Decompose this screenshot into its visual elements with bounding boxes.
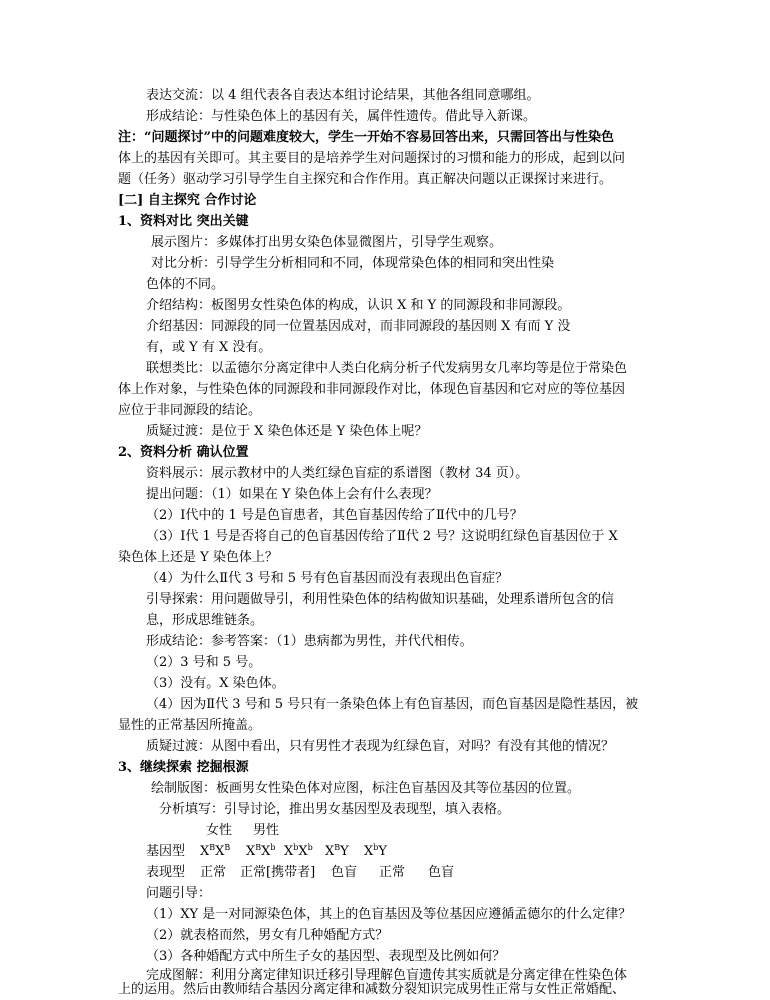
note-line: 体上的基因有关即可。其主要目的是培养学生对问题探讨的习惯和能力的形成，起到以问 [118, 151, 626, 166]
phenotype-cell: 色盲 [331, 865, 358, 880]
text-line: （2）就表格而然，男女有几种婚配方式？ [146, 928, 389, 943]
table-header-male: 男性 [253, 823, 280, 838]
text-line: 完成图解：利用分离定律知识迁移引导理解色盲遗传其实质就是分离定律在性染色体 [146, 968, 628, 983]
genotype-cell: $X^bX^b$ [284, 843, 313, 859]
text-line: 形成结论：与性染色体上的基因有关，属伴性遗传。借此导入新课。 [146, 109, 537, 124]
text-line: 形成结论：参考答案：（1）患病都为男性，并代代相传。 [146, 634, 473, 649]
phenotype-row-label: 表现型 [146, 865, 186, 880]
genotype-cell: $X^BX^B$ [200, 843, 231, 859]
genotype-row-label: 基因型 [146, 844, 186, 859]
note-line: 题（任务）驱动学习引导学生自主探究和合作作用。真正解决问题以正课探讨来进行。 [118, 172, 613, 187]
phenotype-cell: 正常 [379, 865, 406, 880]
text-line: 分析填写：引导讨论，推出男女基因型及表现型，填入表格。 [159, 802, 511, 817]
text-line: 染色体上还是 Y 染色体上？ [118, 550, 278, 565]
note-line: 注：“问题探讨”中的问题难度较大，学生一开始不容易回答出来，只需回答出与性染色 [118, 130, 614, 145]
text-line: （2）3 号和 5 号。 [146, 655, 262, 670]
text-line: 有，或 Y 有 X 没有。 [146, 340, 272, 355]
text-line: 提出问题：（1）如果在 Y 染色体上会有什么表现？ [146, 487, 438, 502]
text-line: 资料展示：展示教材中的人类红绿色盲症的系谱图（教材 34 页）。 [146, 466, 529, 481]
text-line: 介绍基因：同源段的同一位置基因成对，而非同源段的基因则 X 有而 Y 没 [146, 319, 571, 334]
subsection-heading: 3、继续探索 挖掘根源 [118, 760, 249, 775]
phenotype-cell: 正常[携带者] [240, 865, 316, 880]
phenotype-cell: 正常 [200, 865, 227, 880]
text-line: 绘制版图：板画男女性染色体对应图，标注色盲基因及其等位基因的位置。 [151, 781, 581, 796]
text-line: 息，形成思维链条。 [146, 613, 264, 628]
text-line: 质疑过渡：从图中看出，只有男性才表现为红绿色盲，对吗？有没有其他的情况？ [146, 739, 615, 754]
phenotype-cell: 色盲 [428, 865, 455, 880]
text-line: （2）Ⅰ代中的 1 号是色盲患者，其色盲基因传给了Ⅱ代中的几号？ [146, 508, 523, 523]
text-line: 上的运用。然后由教师结合基因分离定律和减数分裂知识完成男性正常与女性正常婚配、 [118, 982, 626, 997]
subsection-heading: 1、资料对比 突出关键 [118, 214, 249, 229]
genotype-cell: $X^bY$ [364, 843, 387, 859]
text-line: （4）为什么Ⅱ代 3 号和 5 号有色盲基因而没有表现出色盲症？ [146, 571, 509, 586]
text-line: （1）XY 是一对同源染色体，其上的色盲基因及等位基因应遵循孟德尔的什么定律？ [146, 907, 632, 922]
text-line: 引导探索：用问题做导引，利用性染色体的结构做知识基础，处理系谱所包含的信 [146, 592, 615, 607]
text-line: （3）没有。X 染色体。 [146, 676, 285, 691]
text-line: 对比分析：引导学生分析相同和不同，体现常染色体的相同和突出性染 [151, 256, 555, 271]
text-line: 质疑过渡：是位于 X 染色体还是 Y 染色体上呢？ [146, 424, 428, 439]
text-line: 表达交流：以 4 组代表各自表达本组讨论结果，其他各组同意哪组。 [146, 88, 540, 103]
genotype-cell: $X^BY$ [325, 843, 349, 859]
text-line: 色体的不同。 [146, 277, 225, 292]
text-line: 问题引导： [146, 886, 212, 901]
text-line: 展示图片：多媒体打出男女染色体显微图片，引导学生观察。 [151, 235, 503, 250]
section-heading: [二] 自主探究 合作讨论 [118, 193, 257, 208]
text-line: 体上作对象，与性染色体的同源段和非同源段作对比，体现色盲基因和它对应的等位基因 [118, 382, 626, 397]
text-line: 应位于非同源段的结论。 [118, 403, 262, 418]
text-line: （3）Ⅰ代 1 号是否将自己的色盲基因传给了Ⅱ代 2 号？这说明红绿色盲基因位于 X [146, 529, 618, 544]
text-line: 联想类比：以孟德尔分离定律中人类白化病分析子代发病男女几率均等是位于常染色 [146, 361, 628, 376]
text-line: （3）各种婚配方式中所生子女的基因型、表现型及比例如何？ [146, 949, 506, 964]
table-header-female: 女性 [206, 823, 233, 838]
text-line: 介绍结构：板图男女性染色体的构成，认识 X 和 Y 的同源段和非同源段。 [146, 298, 571, 313]
text-line: （4）因为Ⅱ代 3 号和 5 号只有一条染色体上有色盲基因，而色盲基因是隐性基因，被 [146, 697, 639, 712]
subsection-heading: 2、资料分析 确认位置 [118, 445, 249, 460]
text-line: 显性的正常基因所掩盖。 [118, 718, 262, 733]
genotype-cell: $X^BX^b$ [246, 843, 276, 859]
